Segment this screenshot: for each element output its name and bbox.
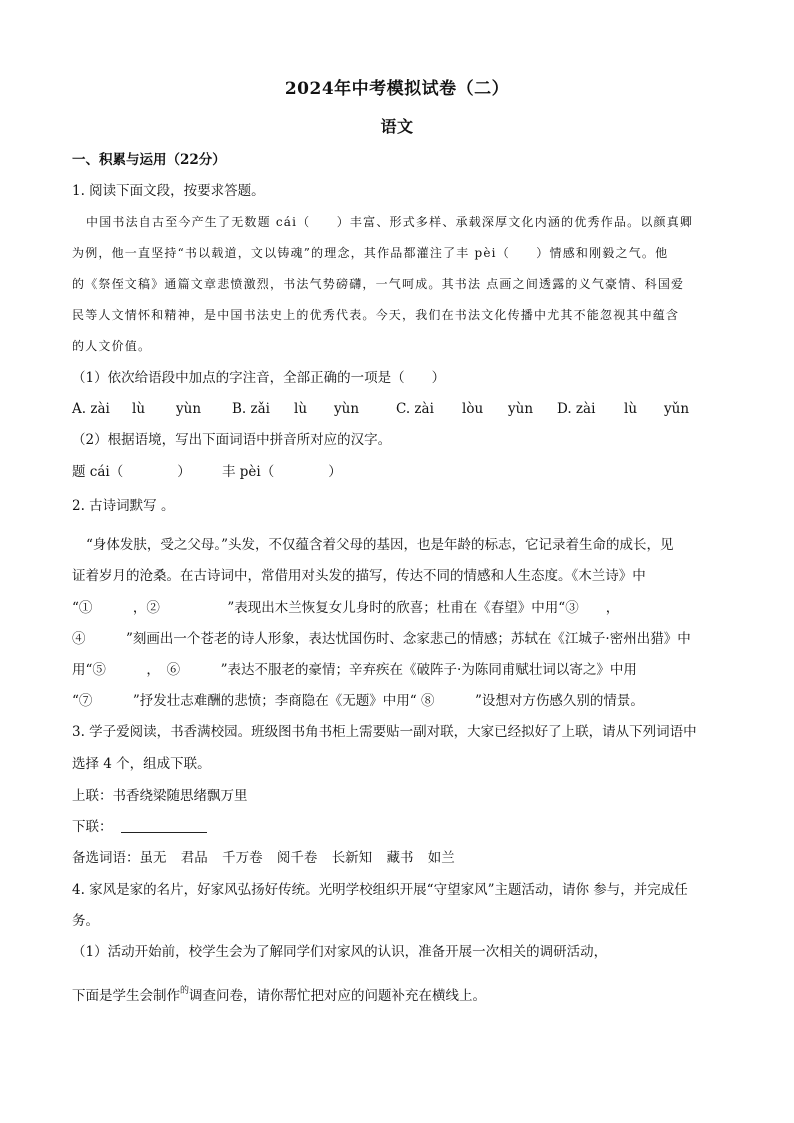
option-b-3: yùn xyxy=(334,401,360,417)
word-4: 阅千卷 xyxy=(276,850,318,866)
couplet-lower-label: 下联： xyxy=(72,819,113,835)
option-c-1: C. zài xyxy=(396,401,434,417)
option-d-1: D. zài xyxy=(557,401,596,417)
section-heading: 一、积累与运用（22分） xyxy=(72,152,226,168)
option-d-3: yǔn xyxy=(664,401,690,417)
candidate-words-label: 备选词语： xyxy=(72,850,140,866)
q1-fill-a: 题 cái（ ） xyxy=(72,464,191,480)
option-c-3: yùn xyxy=(508,401,534,417)
q2-line-2: 证着岁月的沧桑。在古诗词中，常借用对头发的描写，传达不同的情感和人生态度。《木兰诗》中 xyxy=(72,568,646,584)
q4-sub1-pre: 下面是学生会制作 xyxy=(72,988,180,1004)
subject-title: 语文 xyxy=(380,117,414,136)
q4-prompt-1: 4. 家风是家的名片，好家风弘扬好传统。光明学校组织开展“守望家风”主题活动，请你 参与，并完成任 xyxy=(72,882,688,898)
q2-line-4: ④ ”刻画出一个苍老的诗人形象，表达忧国伤时、念家悲己的情感；苏轼在《江城子·密州出猎》中 xyxy=(72,631,691,647)
page-title: 2024年中考模拟试卷（二） xyxy=(284,79,510,99)
couplet-lower-blank[interactable] xyxy=(121,818,207,833)
couplet-upper: 上联：书香绕梁随思绪飘万里 xyxy=(72,788,248,804)
q2-prompt: 2. 古诗词默写 。 xyxy=(72,498,175,514)
option-a-1: A. zài xyxy=(72,401,110,417)
q1-prompt: 1. 阅读下面文段，按要求答题。 xyxy=(72,183,265,199)
q2-line-6: “⑦ ”抒发壮志难酬的悲愤；李商隐在《无题》中用“ ⑧ ”设想对方伤感久别的情景。 xyxy=(72,693,644,709)
option-a-2: lù xyxy=(132,401,146,417)
couplet-lower-row xyxy=(72,817,207,837)
word-2: 君品 xyxy=(180,850,208,866)
option-b-2: lù xyxy=(294,401,308,417)
q2-line-3: “① ，② ”表现出木兰恢复女儿身时的欣喜；杜甫在《春望》中用“③ ， xyxy=(72,600,620,616)
q1-passage-line-1: 中国书法自古至今产生了无数题 cái（ ）丰富、形式多样、承载深厚文化内涵的优秀作品。以颜真卿 xyxy=(86,215,694,229)
option-a-3: yùn xyxy=(176,401,202,417)
word-5: 长新知 xyxy=(331,850,373,866)
word-1: 虽无 xyxy=(139,850,167,866)
q1-passage-line-2: 为例，他一直坚持“书以载道，文以铸魂”的理念，其作品都灌注了丰 pèi（ ）情感和刚毅之气。他 xyxy=(72,246,669,260)
q3-prompt-2: 选择 4 个，组成下联。 xyxy=(72,756,211,772)
q3-prompt-1: 3. 学子爱阅读，书香满校园。班级图书角书柜上需要贴一副对联，大家已经拟好了上联，请从下列词语中 xyxy=(72,724,697,740)
word-7: 如兰 xyxy=(427,850,455,866)
option-d-2: lù xyxy=(624,401,638,417)
q1-sub1: （1）依次给语段中加点的字注音，全部正确的一项是（ ） xyxy=(72,370,446,386)
word-3: 千万卷 xyxy=(222,850,263,866)
q4-sub1: （1）活动开始前，校学生会为了解同学们对家风的认识，准备开展一次相关的调研活动， xyxy=(72,944,608,960)
q1-sub2: （2）根据语境，写出下面词语中拼音所对应的汉字。 xyxy=(72,432,392,448)
q1-passage-line-5: 的人文价值。 xyxy=(72,339,152,353)
option-b-1: B. zǎi xyxy=(232,401,270,417)
candidate-words xyxy=(72,848,455,868)
q2-line-1: “身体发肤，受之父母。”头发，不仅蕴含着父母的基因，也是年龄的标志，它记录着生命的成长，见 xyxy=(86,537,674,553)
q1-fill-b: 丰 pèi（ ） xyxy=(222,464,342,480)
word-6: 藏书 xyxy=(386,850,414,866)
q4-sub1-post: 调查问卷，请你帮忙把对应的问题补充在横线上。 xyxy=(189,988,487,1004)
q1-passage-line-4: 民等人文情怀和精神，是中国书法史上的优秀代表。今天，我们在书法文化传播中尤其不能忽视其中蕴含 xyxy=(72,308,680,322)
q4-prompt-2: 务。 xyxy=(72,913,99,929)
q2-line-5: 用“⑤ ， ⑥ ”表达不服老的豪情；辛弃疾在《破阵子·为陈同甫赋壮词以寄之》中用 xyxy=(72,662,637,678)
q4-sub1-continued xyxy=(72,981,486,1006)
q4-sub1-sup: 的 xyxy=(180,986,190,996)
q1-passage-line-3: 的《祭侄文稿》通篇文章悲愤激烈，书法气势磅礴，一气呵成。其书法 点画之间透露的义气豪情、科国爱 xyxy=(72,277,685,291)
option-c-2: lòu xyxy=(462,401,484,417)
